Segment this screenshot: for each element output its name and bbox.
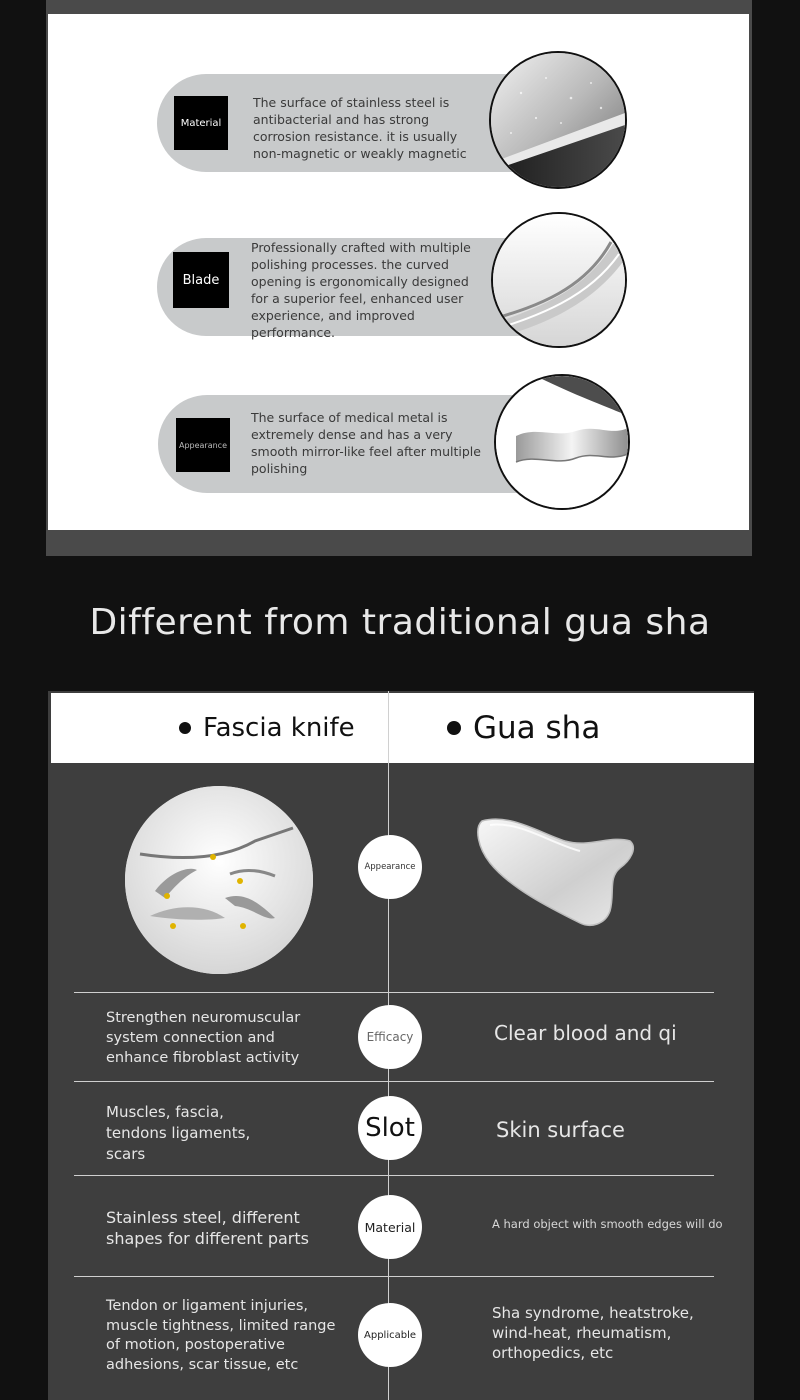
fascia-knife-tools-image — [125, 786, 313, 974]
fascia-applicable-text: Tendon or ligament injuries, muscle tightness, limited range of motion, postoperative adhesions, scar tissue, etc — [106, 1298, 336, 1373]
comparison-table — [48, 691, 754, 1400]
curved-blade-photo — [491, 212, 627, 348]
header-gua-sha — [447, 693, 600, 763]
fascia-knife-tools-photo — [125, 786, 313, 974]
gua-sha-stone-image — [470, 813, 640, 933]
gua-sha-stone-photo — [470, 813, 640, 933]
header-right-title: Gua sha — [473, 710, 601, 746]
feature-tag-blade: Blade — [173, 252, 229, 308]
header-fascia-knife — [179, 693, 355, 763]
row-divider — [74, 1276, 714, 1277]
mirror-metal-image — [496, 376, 628, 508]
feature-description-blade: Professionally crafted with multiple polishing processes. the curved opening is ergonomically designed for a superior feel, enhanced user experience, and improved performance. — [251, 240, 471, 340]
row-badge-slot: Slot — [358, 1096, 422, 1160]
row-badge-appearance: Appearance — [358, 835, 422, 899]
mirror-metal-photo — [494, 374, 630, 510]
row-divider — [74, 992, 714, 993]
curved-blade-image — [493, 214, 625, 346]
comparison-header — [51, 693, 754, 763]
gua-sha-slot-text: Skin surface — [496, 1118, 625, 1142]
bullet-dot — [179, 722, 191, 734]
feature-tag-appearance: Appearance — [176, 418, 230, 472]
header-left-title: Fascia knife — [203, 713, 355, 743]
row-badge-material: Material — [358, 1195, 422, 1259]
comparison-heading: Different from traditional gua sha — [89, 602, 711, 643]
row-divider — [74, 1175, 714, 1176]
feature-panel — [48, 14, 749, 530]
feature-tag-material: Material — [174, 96, 228, 150]
bullet-dot — [447, 721, 461, 735]
gua-sha-material-text: A hard object with smooth edges will do — [492, 1217, 723, 1231]
row-badge-efficacy: Efficacy — [358, 1005, 422, 1069]
gua-sha-applicable-text: Sha syndrome, heatstroke, wind-heat, rheumatism, orthopedics, etc — [492, 1304, 694, 1362]
steel-surface-image — [491, 53, 625, 187]
steel-surface-photo — [489, 51, 627, 189]
feature-description-appearance: The surface of medical metal is extremely dense and has a very smooth mirror-like feel after multiple polishing — [251, 410, 481, 476]
fascia-slot-text: Muscles, fascia, tendons ligaments, scars — [106, 1103, 251, 1163]
feature-description-material: The surface of stainless steel is antibacterial and has strong corrosion resistance. it is usually non-magnetic or weakly magnetic — [253, 95, 467, 161]
gua-sha-efficacy-text: Clear blood and qi — [494, 1021, 677, 1045]
fascia-efficacy-text: Strengthen neuromuscular system connection and enhance fibroblast activity — [106, 1010, 301, 1066]
row-badge-applicable: Applicable — [358, 1303, 422, 1367]
fascia-material-text: Stainless steel, different shapes for different parts — [106, 1208, 309, 1248]
row-divider — [74, 1081, 714, 1082]
